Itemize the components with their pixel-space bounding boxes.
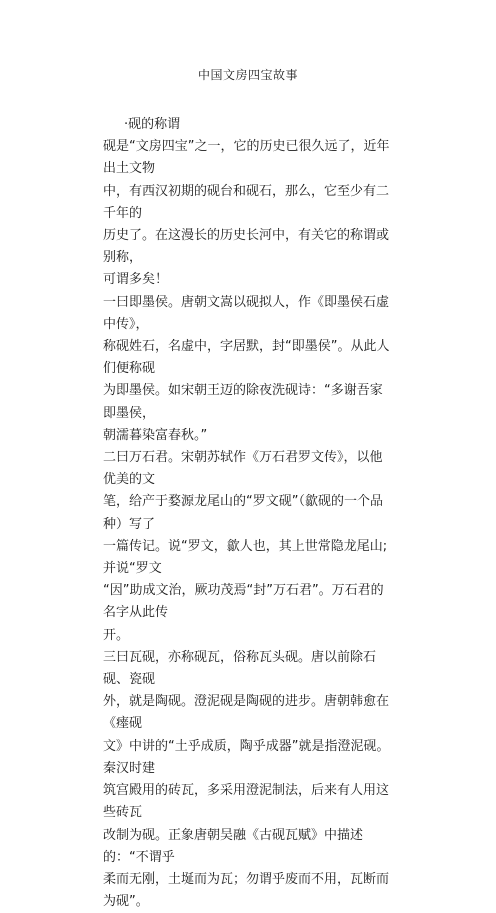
- text-line: 一曰即墨侯。唐朝文嵩以砚拟人，作《即墨侯石虚中传》，: [103, 294, 390, 332]
- text-line: 筑宫殿用的砖瓦，多采用澄泥制法，后来有人用这些砖瓦: [103, 783, 390, 821]
- document-body: [103, 114, 395, 913]
- text-line: 三曰瓦砚，亦称砚瓦，俗称瓦头砚。唐以前除石砚、瓷砚: [103, 649, 377, 688]
- text-line: 砚是“文房四宝”之一，它的历史已很久远了，近年出土文物: [103, 139, 390, 177]
- text-line: 改制为砚。正象唐朝吴融《古砚瓦赋》中描述的：“不谓乎: [103, 827, 364, 865]
- text-line: 柔而无刚，土埏而为瓦；勿谓乎废而不用，瓦断而为砚”。: [103, 871, 390, 910]
- text-line: 为即墨侯。如宋朝王迈的除夜洗砚诗：“多谢吾家即墨侯，: [103, 383, 383, 421]
- text-line: 可谓多矣！: [103, 272, 169, 288]
- text-line: 历史了。在这漫长的历史长河中，有关它的称谓或别称，: [103, 228, 390, 266]
- text-line: 开。: [103, 627, 130, 643]
- text-line: 外，就是陶砚。澄泥砚是陶砚的进步。唐朝韩愈在《瘗砚: [103, 694, 390, 732]
- section-heading: ·砚的称谓: [124, 117, 181, 132]
- text-line: 一篇传记。说“罗文，歙人也，其上世常隐龙尾山;并说“罗文: [103, 538, 388, 577]
- text-line: “因”助成文治，厥功茂焉“封”万石君”。万石君的名字从此传: [103, 583, 384, 621]
- text-line: 称砚姓石，名虚中，字居默，封“即墨侯”。从此人们便称砚: [103, 339, 390, 377]
- text-line: 朝濡暮染富春秋。”: [103, 427, 208, 443]
- document-title: 中国文房四宝故事: [197, 68, 298, 82]
- text-line: 文》中讲的“土乎成质，陶乎成器”就是指澄泥砚。秦汉时建: [103, 738, 390, 776]
- text-line: 笔，给产于婺源龙尾山的“罗文砚”（歙砚的一个品种）写了: [103, 494, 383, 532]
- text-line: 中，有西汉初期的砚台和砚石，那么，它至少有二千年的: [103, 183, 390, 221]
- text-line: 二曰万石君。宋朝苏轼作《万石君罗文传》，以他优美的文: [103, 450, 383, 488]
